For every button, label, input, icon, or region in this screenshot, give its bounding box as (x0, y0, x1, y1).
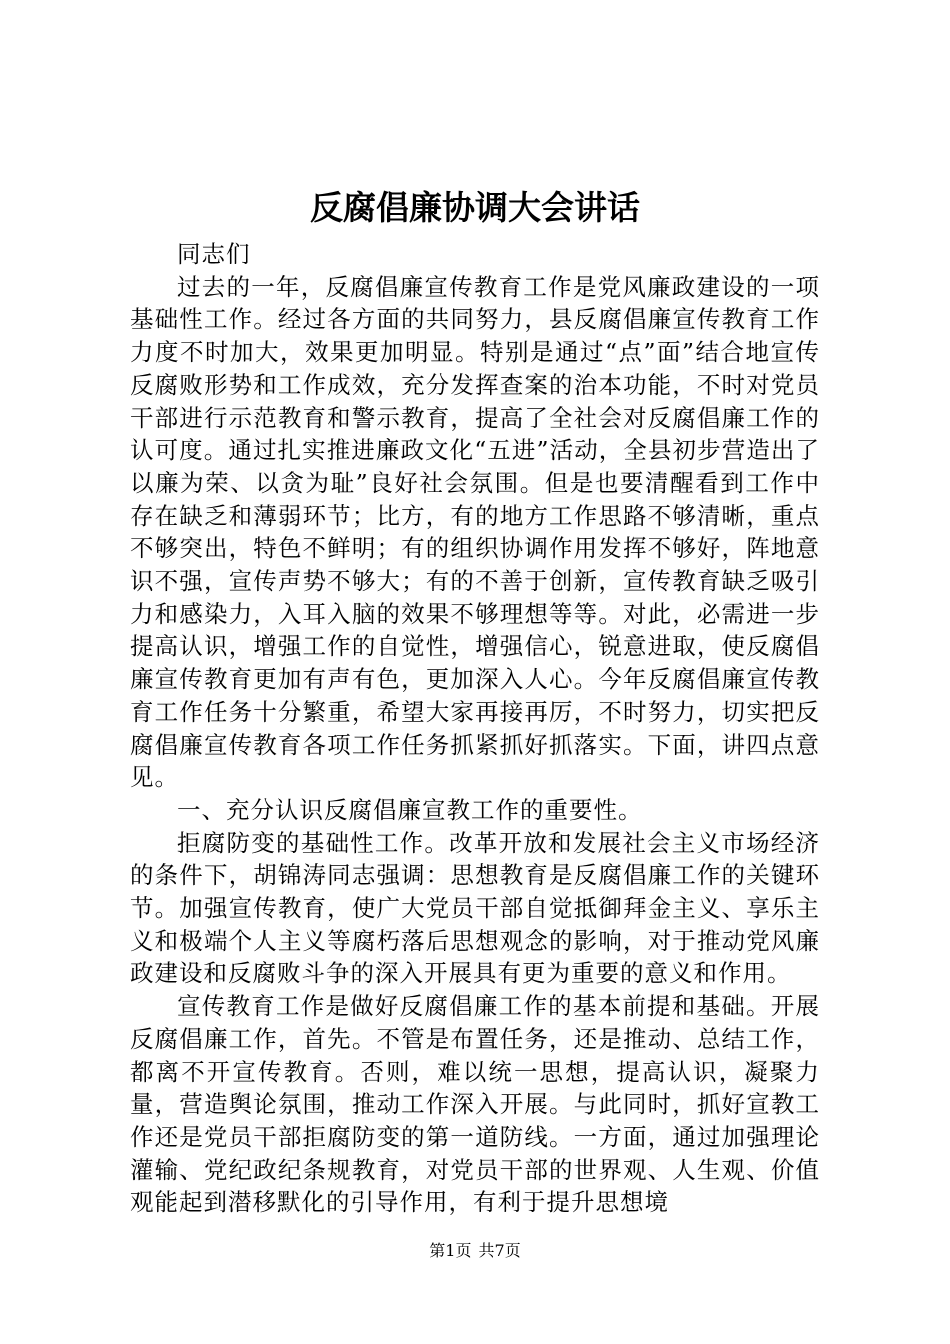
document-body (130, 238, 820, 1219)
paragraph-body: 宣传教育工作是做好反腐倡廉工作的基本前提和基础。开展反腐倡廉工作，首先。不管是布置任务，还是推动、总结工作，都离不开宣传教育。否则，难以统一思想，提高认识，凝聚力量，营造舆论氛围，推动工作深入开展。与此同时，抓好宣教工作还是党员干部拒腐防变的第一道防线。一方面，通过加强理论灌输、党纪政纪条规教育，对党员干部的世界观、人生观、价值观能起到潜移默化的引导作用，有利于提升思想境 (130, 992, 820, 1217)
document-title: 反腐倡廉协调大会讲话 (310, 188, 640, 227)
page-number: 第1页 (429, 1241, 472, 1260)
page-total: 共7页 (478, 1241, 521, 1260)
paragraph-body: 拒腐防变的基础性工作。改革开放和发展社会主义市场经济的条件下，胡锦涛同志强调：思想教育是反腐倡廉工作的关键环节。加强宣传教育，使广大党员干部自觉抵御拜金主义、享乐主义和极端个人主义等腐朽落后思想观念的影响，对于推动党风廉政建设和反腐败斗争的深入开展具有更为重要的意义和作用。 (130, 828, 820, 988)
page-footer (0, 1240, 950, 1262)
section-heading-1: 一、充分认识反腐倡廉宣教工作的重要性。 (177, 795, 643, 824)
paragraph-intro: 过去的一年，反腐倡廉宣传教育工作是党风廉政建设的一项基础性工作。经过各方面的共同努力，县反腐倡廉宣传教育工作力度不时加大，效果更加明显。特别是通过“点”面”结合地宣传反腐败形势和工作成效，充分发挥查案的治本功能，不时对党员干部进行示范教育和警示教育，提高了全社会对反腐倡廉工作的认可度。通过扎实推进廉政文化“五进”活动，全县初步营造出了以廉为荣、以贪为耻”良好社会氛围。但是也要清醒看到工作中存在缺乏和薄弱环节；比方，有的地方工作思路不够清晰，重点不够突出，特色不鲜明；有的组织协调作用发挥不够好，阵地意识不强，宣传声势不够大；有的不善于创新，宣传教育缺乏吸引力和感染力，入耳入脑的效果不够理想等等。对此，必需进一步提高认识，增强工作的自觉性，增强信心，锐意进取，使反腐倡廉宣传教育更加有声有色，更加深入人心。今年反腐倡廉宣传教育工作任务十分繁重，希望大家再接再厉，不时努力，切实把反腐倡廉宣传教育各项工作任务抓紧抓好抓落实。下面，讲四点意见。 (130, 272, 820, 792)
salutation: 同志们 (177, 240, 251, 268)
